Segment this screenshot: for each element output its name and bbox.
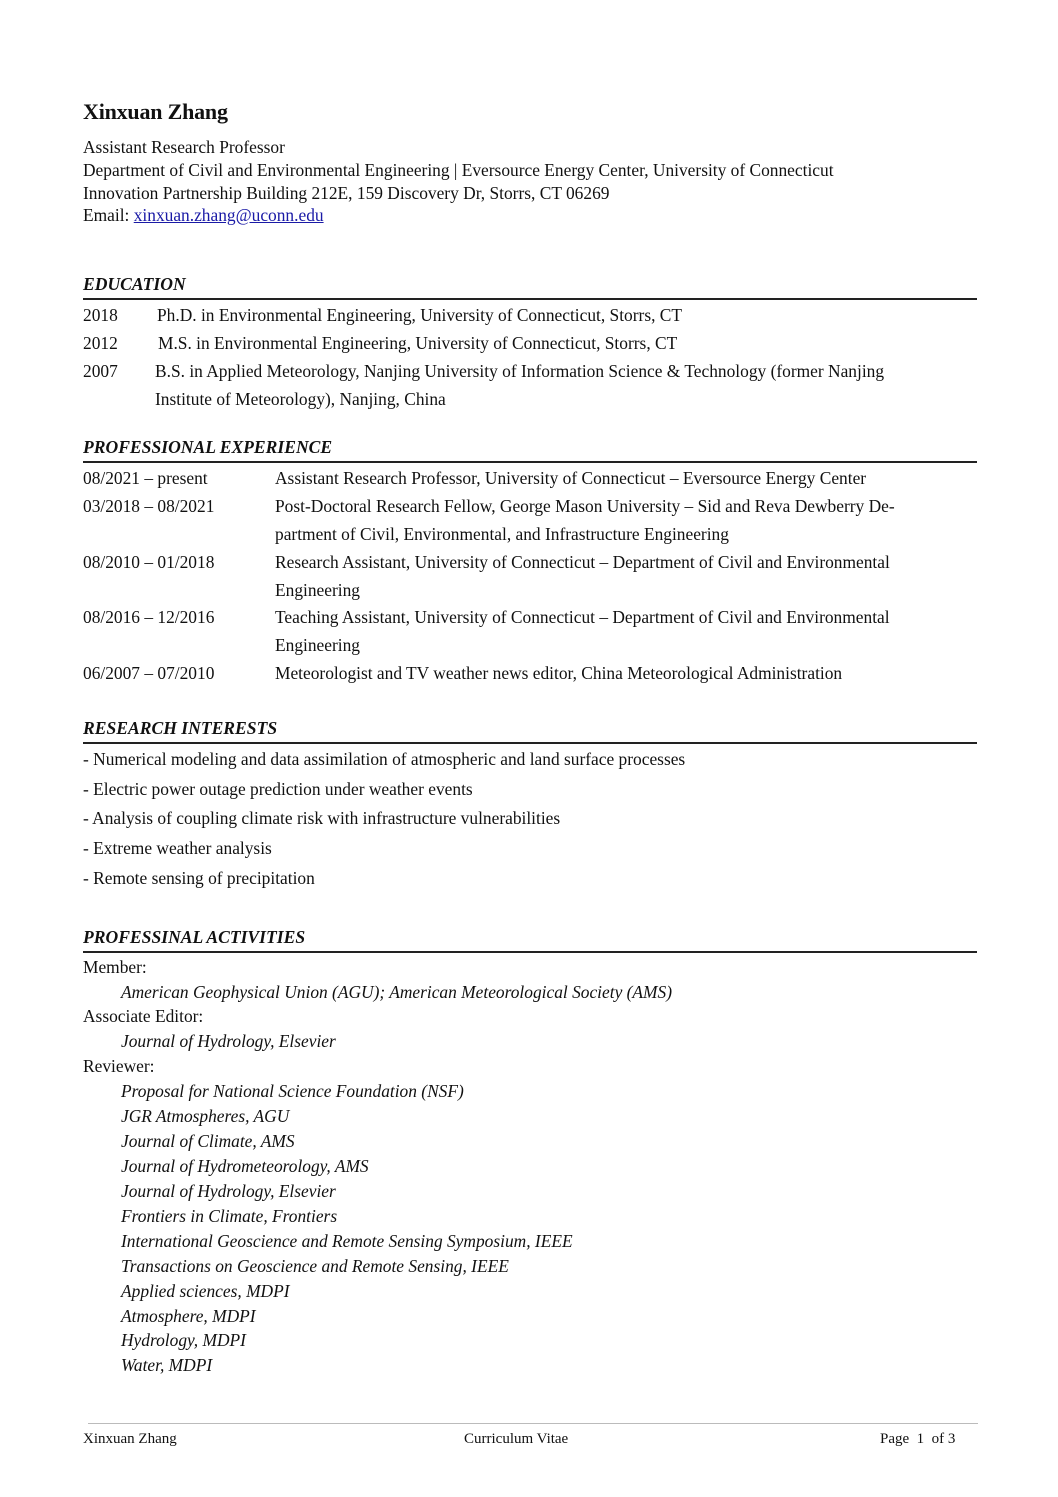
reviewer-item: Hydrology, MDPI bbox=[121, 1330, 246, 1350]
experience-text: Meteorologist and TV weather news editor, China Meteorological Administration bbox=[275, 663, 843, 683]
member-label: Member: bbox=[83, 957, 147, 977]
editor-label: Associate Editor: bbox=[83, 1006, 204, 1026]
research-item: - Analysis of coupling climate risk with infrastructure vulnerabilities bbox=[83, 808, 561, 828]
experience-text: Post-Doctoral Research Fellow, George Mason University – Sid and Reva Dewberry De- bbox=[275, 496, 895, 516]
experience-text-cont: partment of Civil, Environmental, and Infrastructure Engineering bbox=[275, 524, 729, 544]
research-section bbox=[83, 716, 977, 744]
reviewer-item: Journal of Climate, AMS bbox=[121, 1131, 295, 1151]
education-text-cont: Institute of Meteorology), Nanjing, China bbox=[155, 389, 446, 409]
address: Innovation Partnership Building 212E, 159 Discovery Dr, Storrs, CT 06269 bbox=[83, 183, 610, 203]
department: Department of Civil and Environmental Engineering | Eversource Energy Center, University of Connecticut bbox=[83, 160, 834, 180]
education-text: M.S. in Environmental Engineering, University of Connecticut, Storrs, CT bbox=[158, 333, 678, 353]
page-number: Page 1 of 3 bbox=[880, 1431, 956, 1447]
experience-dates: 06/2007 – 07/2010 bbox=[83, 663, 215, 683]
email-line bbox=[83, 204, 324, 227]
experience-text: Teaching Assistant, University of Connecticut – Department of Civil and Environmental bbox=[275, 607, 890, 627]
section-rule bbox=[83, 742, 977, 744]
section-rule bbox=[83, 461, 977, 463]
email-link[interactable]: xinxuan.zhang@uconn.edu bbox=[133, 205, 324, 225]
reviewer-item: Atmosphere, MDPI bbox=[121, 1306, 256, 1326]
experience-text: Assistant Research Professor, University of Connecticut – Eversource Energy Center bbox=[275, 468, 867, 488]
reviewer-item: International Geoscience and Remote Sensing Symposium, IEEE bbox=[121, 1231, 573, 1251]
reviewer-item: Journal of Hydrometeorology, AMS bbox=[121, 1156, 369, 1176]
education-text: B.S. in Applied Meteorology, Nanjing University of Information Science & Technology (former Nanjing bbox=[155, 361, 885, 381]
education-year: 2007 bbox=[83, 361, 118, 381]
section-title: PROFESSINAL ACTIVITIES bbox=[83, 927, 306, 947]
email-label: Email: bbox=[83, 205, 134, 225]
person-name: Xinxuan Zhang bbox=[83, 99, 228, 124]
experience-text-cont: Engineering bbox=[275, 580, 360, 600]
reviewer-label: Reviewer: bbox=[83, 1056, 155, 1076]
editor-text: Journal of Hydrology, Elsevier bbox=[121, 1031, 336, 1051]
member-text: American Geophysical Union (AGU); American Meteorological Society (AMS) bbox=[121, 982, 673, 1002]
activities-section bbox=[83, 925, 977, 953]
section-title: PROFESSIONAL EXPERIENCE bbox=[83, 437, 333, 457]
experience-dates: 08/2021 – present bbox=[83, 468, 208, 488]
experience-text: Research Assistant, University of Connecticut – Department of Civil and Environmental bbox=[275, 552, 890, 572]
education-year: 2012 bbox=[83, 333, 118, 353]
footer-title: Curriculum Vitae bbox=[464, 1431, 569, 1447]
reviewer-item: Proposal for National Science Foundation (NSF) bbox=[121, 1081, 464, 1101]
reviewer-item: Frontiers in Climate, Frontiers bbox=[121, 1206, 338, 1226]
reviewer-item: Applied sciences, MDPI bbox=[121, 1281, 290, 1301]
experience-dates: 03/2018 – 08/2021 bbox=[83, 496, 215, 516]
experience-dates: 08/2016 – 12/2016 bbox=[83, 607, 215, 627]
research-item: - Numerical modeling and data assimilation of atmospheric and land surface processes bbox=[83, 749, 686, 769]
research-item: - Remote sensing of precipitation bbox=[83, 868, 315, 888]
education-section bbox=[83, 272, 977, 300]
experience-dates: 08/2010 – 01/2018 bbox=[83, 552, 215, 572]
footer-rule bbox=[88, 1423, 978, 1424]
research-item: - Electric power outage prediction under weather events bbox=[83, 779, 473, 799]
experience-section bbox=[83, 435, 977, 463]
section-rule bbox=[83, 298, 977, 300]
education-year: 2018 bbox=[83, 305, 118, 325]
section-rule bbox=[83, 951, 977, 953]
section-title: EDUCATION bbox=[83, 274, 186, 294]
experience-text-cont: Engineering bbox=[275, 635, 360, 655]
education-text: Ph.D. in Environmental Engineering, University of Connecticut, Storrs, CT bbox=[157, 305, 683, 325]
job-title: Assistant Research Professor bbox=[83, 137, 285, 157]
reviewer-item: Transactions on Geoscience and Remote Sensing, IEEE bbox=[121, 1256, 509, 1276]
reviewer-item: Journal of Hydrology, Elsevier bbox=[121, 1181, 336, 1201]
reviewer-item: Water, MDPI bbox=[121, 1355, 213, 1375]
section-title: RESEARCH INTERESTS bbox=[83, 718, 278, 738]
research-item: - Extreme weather analysis bbox=[83, 838, 272, 858]
reviewer-item: JGR Atmospheres, AGU bbox=[121, 1106, 290, 1126]
footer-name: Xinxuan Zhang bbox=[83, 1431, 177, 1447]
